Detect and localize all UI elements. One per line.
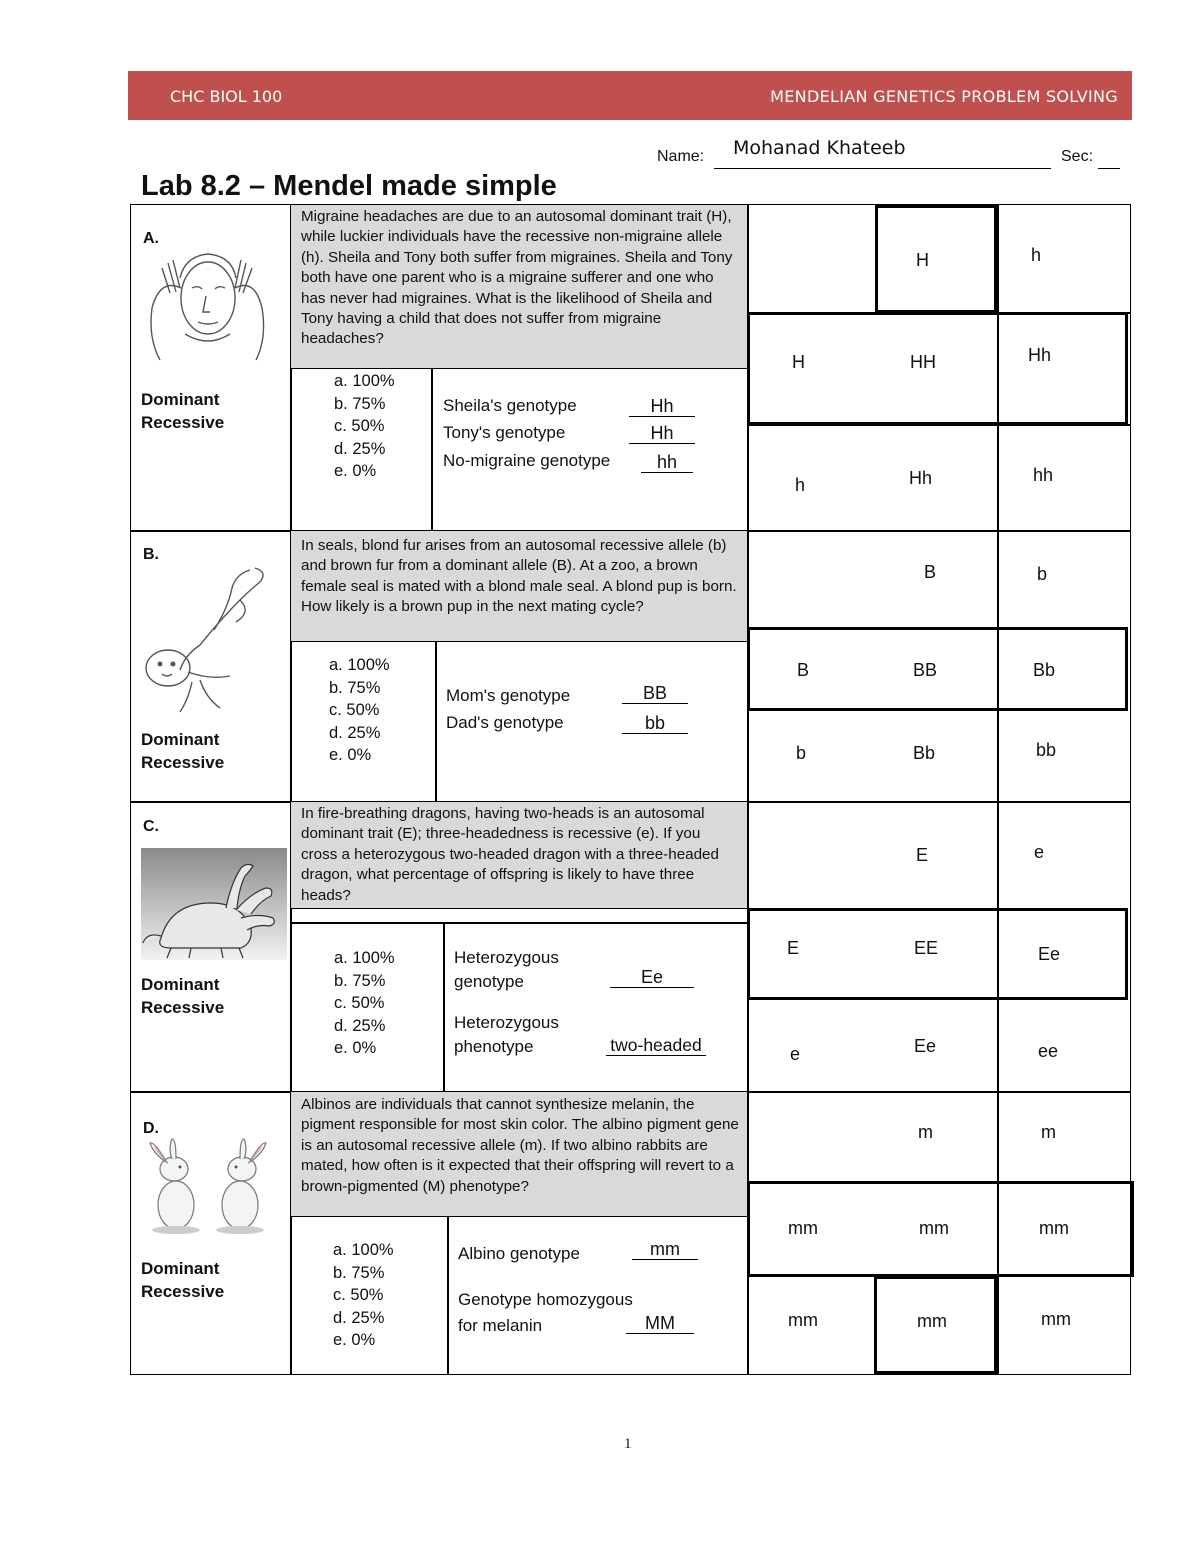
divider bbox=[747, 424, 1130, 426]
albino-genotype-value[interactable]: mm bbox=[632, 1239, 698, 1260]
divider bbox=[290, 922, 748, 924]
punnett-cell[interactable]: mm bbox=[1041, 1309, 1071, 1329]
punnett-cell[interactable]: mm bbox=[917, 1311, 947, 1331]
divider bbox=[747, 530, 997, 532]
dominant-recessive-labels bbox=[141, 388, 224, 434]
dominant-recessive-labels bbox=[141, 973, 224, 1019]
choice-e[interactable]: e. 0% bbox=[329, 746, 372, 765]
heterozygous-phenotype-label-2: phenotype bbox=[454, 1037, 534, 1056]
choice-a[interactable]: a. 100% bbox=[333, 1241, 394, 1259]
recessive-label[interactable]: Recessive bbox=[141, 998, 225, 1017]
header-bar bbox=[128, 71, 1132, 120]
punnett-side-1: mm bbox=[788, 1218, 818, 1238]
recessive-label[interactable]: Recessive bbox=[141, 413, 225, 432]
problem-letter: D. bbox=[143, 1120, 159, 1137]
choice-c[interactable]: c. 50% bbox=[334, 417, 385, 436]
question-text: Albinos are individuals that cannot synthesize melanin, the pigment responsible for most skin color. The albino pigment gene is an autosomal recessive allele (m). If two albino rabbits are mated, how often is it expected that their offspring will revert to a brown-pigmented (M) phenotype? bbox=[290, 1091, 748, 1217]
recessive-label[interactable]: Recessive bbox=[141, 1282, 225, 1301]
choice-d[interactable]: d. 25% bbox=[329, 723, 381, 742]
choice-b[interactable]: b. 75% bbox=[329, 678, 381, 697]
sec-field[interactable] bbox=[1098, 168, 1120, 169]
question-text: Migraine headaches are due to an autosomal dominant trait (H), while luckier individuals have the recessive non-migraine allele (h). Sheila and Tony both suffer from migraines. Sheila and Tony both have one parent who is a migraine sufferer and one who has never had migraines. What is the likelihood of Sheila and Tony having a child that does not suffer from migraine headaches? bbox=[290, 204, 748, 369]
tony-genotype-value[interactable]: Hh bbox=[629, 423, 695, 444]
mom-genotype-value[interactable]: BB bbox=[622, 683, 688, 704]
punnett-cell[interactable]: Ee bbox=[914, 1036, 937, 1056]
mom-genotype-label: Mom's genotype bbox=[446, 686, 571, 705]
punnett-cell[interactable]: Hh bbox=[909, 468, 933, 488]
homozygous-melanin-label-1: Genotype homozygous bbox=[458, 1290, 633, 1309]
punnett-cell[interactable]: HH bbox=[910, 352, 936, 372]
punnett-header-box bbox=[875, 205, 997, 313]
choice-d[interactable]: d. 25% bbox=[334, 1016, 386, 1035]
punnett-top-2: b bbox=[1037, 564, 1048, 584]
choice-d[interactable]: d. 25% bbox=[334, 439, 386, 458]
choice-c[interactable]: c. 50% bbox=[334, 994, 385, 1013]
punnett-cell[interactable]: EE bbox=[914, 938, 939, 958]
problem-letter: A. bbox=[143, 230, 159, 247]
homozygous-melanin-value[interactable]: MM bbox=[626, 1313, 694, 1334]
seal-illustration bbox=[140, 560, 275, 720]
student-info bbox=[657, 137, 1127, 170]
divider bbox=[747, 801, 1131, 803]
punnett-cell[interactable]: ee bbox=[1038, 1041, 1059, 1061]
dragon-illustration bbox=[141, 848, 287, 960]
dad-genotype-label: Dad's genotype bbox=[446, 713, 564, 732]
punnett-top-2: m bbox=[1041, 1122, 1056, 1142]
tony-genotype-label: Tony's genotype bbox=[443, 423, 566, 442]
punnett-top-2: e bbox=[1034, 842, 1045, 862]
dominant-recessive-labels bbox=[141, 728, 224, 774]
topic-label: MENDELIAN GENETICS PROBLEM SOLVING bbox=[770, 87, 1118, 106]
punnett-top-1: B bbox=[924, 562, 937, 582]
punnett-side-2: b bbox=[796, 743, 807, 763]
punnett-cell[interactable]: Bb bbox=[1033, 660, 1056, 680]
sheila-genotype-label: Sheila's genotype bbox=[443, 396, 577, 415]
punnett-cell[interactable]: mm bbox=[1039, 1218, 1069, 1238]
divider bbox=[431, 368, 433, 530]
dad-genotype-value[interactable]: bb bbox=[622, 713, 688, 734]
choice-a[interactable]: a. 100% bbox=[334, 949, 395, 967]
no-migraine-genotype-value[interactable]: hh bbox=[641, 452, 693, 473]
choice-c[interactable]: c. 50% bbox=[329, 701, 380, 720]
choice-d[interactable]: d. 25% bbox=[333, 1308, 385, 1327]
choice-e[interactable]: e. 0% bbox=[334, 462, 377, 481]
choice-e[interactable]: e. 0% bbox=[333, 1331, 376, 1350]
choice-e[interactable]: e. 0% bbox=[334, 1039, 377, 1058]
no-migraine-genotype-label: No-migraine genotype bbox=[443, 451, 611, 470]
course-label: CHC BIOL 100 bbox=[170, 87, 283, 106]
punnett-side-2: e bbox=[790, 1044, 801, 1064]
name-field[interactable] bbox=[714, 168, 1051, 169]
migraine-illustration bbox=[140, 248, 275, 363]
answer-choices bbox=[334, 947, 395, 1060]
punnett-top-2: h bbox=[1031, 245, 1042, 265]
dominant-label[interactable]: Dominant bbox=[141, 975, 220, 994]
homozygous-melanin-label-2: for melanin bbox=[458, 1316, 543, 1335]
punnett-cell[interactable]: Bb bbox=[913, 743, 936, 763]
choice-c[interactable]: c. 50% bbox=[333, 1286, 384, 1305]
dominant-recessive-labels bbox=[141, 1257, 224, 1303]
punnett-side-1: B bbox=[797, 660, 810, 680]
sheila-genotype-value[interactable]: Hh bbox=[629, 396, 695, 417]
choice-b[interactable]: b. 75% bbox=[334, 971, 386, 990]
punnett-side-2: h bbox=[795, 475, 806, 495]
punnett-side-1: E bbox=[787, 938, 800, 958]
answer-choices bbox=[333, 1239, 394, 1352]
page-title: Lab 8.2 – Mendel made simple bbox=[141, 170, 557, 202]
answer-choices bbox=[329, 654, 390, 767]
heterozygous-phenotype-label-1: Heterozygous bbox=[454, 1013, 559, 1032]
name-value: Mohanad Khateeb bbox=[733, 137, 906, 159]
punnett-cell[interactable]: Hh bbox=[1028, 345, 1052, 365]
heterozygous-phenotype-value[interactable]: two-headed bbox=[606, 1035, 706, 1056]
punnett-top-1: m bbox=[918, 1122, 933, 1142]
rabbits-illustration bbox=[140, 1135, 280, 1235]
problem-letter: C. bbox=[143, 818, 159, 835]
sec-label: Sec: bbox=[1061, 148, 1094, 165]
divider bbox=[443, 922, 445, 1092]
divider bbox=[997, 530, 1131, 532]
punnett-top-1: E bbox=[916, 845, 929, 865]
divider bbox=[747, 312, 1130, 314]
heterozygous-genotype-value[interactable]: Ee bbox=[610, 967, 694, 988]
dominant-label[interactable]: Dominant bbox=[141, 1259, 220, 1278]
answer-choices bbox=[334, 370, 395, 483]
divider bbox=[447, 1216, 449, 1375]
name-label: Name: bbox=[657, 148, 705, 165]
albino-genotype-label: Albino genotype bbox=[458, 1244, 580, 1263]
divider bbox=[747, 1091, 1131, 1093]
choice-a[interactable]: a. 100% bbox=[329, 656, 390, 674]
punnett-top-1: H bbox=[916, 250, 929, 270]
heterozygous-genotype-label-1: Heterozygous bbox=[454, 948, 559, 967]
punnett-cell[interactable]: bb bbox=[1036, 740, 1057, 760]
dominant-label[interactable]: Dominant bbox=[141, 730, 220, 749]
punnett-cell[interactable]: Ee bbox=[1038, 944, 1061, 964]
question-text: In seals, blond fur arises from an autosomal recessive allele (b) and brown fur from a dominant allele (B). At a zoo, a brown female seal is mated with a blond male seal. A blond pup is born. How likely is a brown pup in the next mating cycle? bbox=[290, 530, 748, 642]
punnett-side-2: mm bbox=[788, 1310, 818, 1330]
punnett-cell[interactable]: mm bbox=[919, 1218, 949, 1238]
divider bbox=[435, 641, 437, 802]
recessive-label[interactable]: Recessive bbox=[141, 753, 225, 772]
punnett-cell[interactable]: hh bbox=[1033, 465, 1054, 485]
question-text: In fire-breathing dragons, having two-heads is an autosomal dominant trait (E); three-headedness is recessive (e). If you cross a heterozygous two-headed dragon with a three-headed dragon, what percentage of offspring is likely to have three heads? bbox=[290, 801, 748, 909]
choice-a[interactable]: a. 100% bbox=[334, 372, 395, 390]
page-number: 1 bbox=[624, 1436, 632, 1452]
punnett-side-1: H bbox=[792, 352, 805, 372]
punnett-cell[interactable]: BB bbox=[913, 660, 938, 680]
choice-b[interactable]: b. 75% bbox=[334, 394, 386, 413]
problem-letter: B. bbox=[143, 546, 159, 563]
choice-b[interactable]: b. 75% bbox=[333, 1263, 385, 1282]
heterozygous-genotype-label-2: genotype bbox=[454, 972, 524, 991]
dominant-label[interactable]: Dominant bbox=[141, 390, 220, 409]
